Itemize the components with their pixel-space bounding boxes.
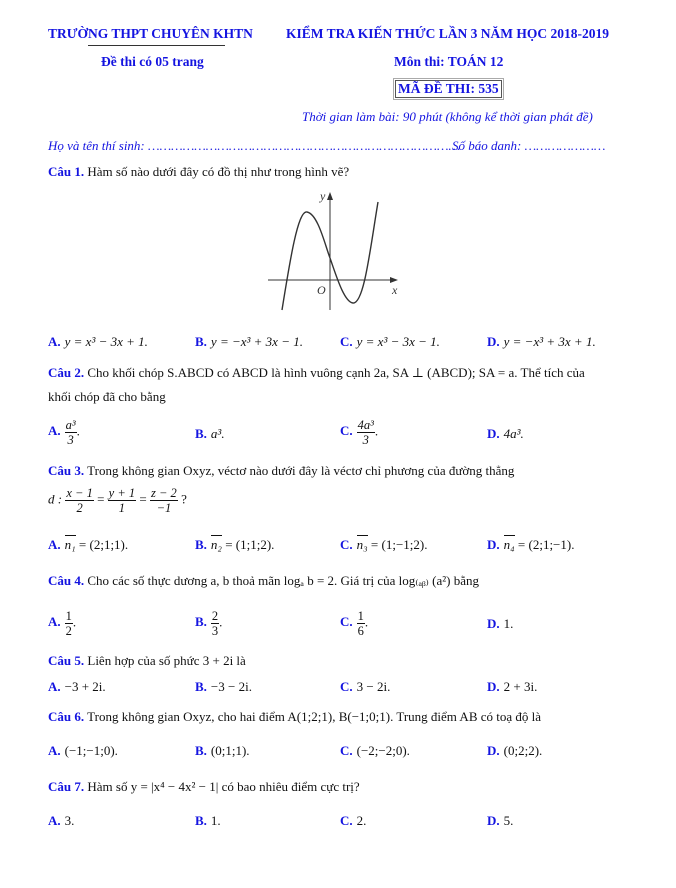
question-label: Câu 5. [48, 653, 85, 668]
question-1 [48, 164, 349, 180]
option-text: a³. [210, 426, 225, 441]
exam-code: MÃ ĐỀ THI: 535 [395, 80, 502, 98]
numerator: a³ [65, 418, 76, 432]
option-text: 3. [64, 813, 75, 828]
question-label: Câu 1. [48, 164, 85, 179]
option-a [48, 679, 106, 695]
option-text: −3 − 2i. [210, 679, 252, 694]
denominator: 3 [67, 433, 74, 447]
option-text: = (1;1;2). [221, 537, 275, 552]
option-label: C. [340, 423, 353, 439]
vector: n₄ [503, 537, 515, 552]
fraction [65, 418, 77, 447]
denominator: 1 [118, 501, 126, 515]
option-a [48, 813, 74, 829]
option-text: 5. [503, 813, 514, 828]
equals: = [139, 491, 147, 507]
time-limit: Thời gian làm bài: 90 phút (không kể thời gian phát đề) [302, 109, 593, 124]
option-text: (0;2;2). [503, 743, 543, 758]
option-d [487, 743, 542, 759]
option-label: D. [487, 813, 500, 828]
option-c [340, 537, 427, 553]
option-c [340, 334, 440, 350]
divider [88, 45, 225, 46]
option-c [340, 679, 390, 695]
punct: . [364, 614, 369, 630]
option-text: = (2;1;1). [75, 537, 129, 552]
numerator: 1 [357, 609, 364, 623]
option-text: 2. [356, 813, 367, 828]
punct: . [374, 423, 379, 439]
option-text: 1. [210, 813, 221, 828]
question-mark: ? [181, 491, 187, 507]
option-text: y = x³ − 3x − 1. [356, 334, 440, 349]
fraction [65, 486, 93, 515]
option-label: C. [340, 614, 353, 630]
option-c [340, 813, 366, 829]
option-text: (−2;−2;0). [356, 743, 410, 758]
denominator: 3 [211, 624, 219, 638]
question-text: Hàm số y = |x⁴ − 4x² − 1| có bao nhiêu điểm cực trị? [87, 779, 360, 794]
option-b [195, 609, 222, 638]
option-label: B. [195, 743, 207, 758]
numerator: z − 2 [151, 486, 177, 500]
option-label: C. [340, 813, 353, 828]
vector: n₂ [210, 537, 222, 552]
option-d [487, 679, 537, 695]
denominator: 2 [76, 501, 83, 515]
question-7 [48, 779, 360, 795]
question-text: Hàm số nào dưới đây có đồ thị như trong hình vẽ? [87, 164, 350, 179]
question-text-cont: khối chóp đã cho bằng [48, 389, 166, 404]
denominator: 3 [362, 433, 369, 447]
numerator: x − 1 [66, 486, 93, 500]
question-6 [48, 709, 541, 725]
option-label: D. [487, 537, 500, 552]
option-label: A. [48, 423, 61, 439]
option-d [487, 537, 574, 553]
option-c [340, 609, 368, 638]
fraction [211, 609, 219, 638]
option-b [195, 679, 252, 695]
equals: = [97, 491, 105, 507]
question-text: Trong không gian Oxyz, cho hai điểm A(1;2;1), B(−1;0;1). Trung điểm AB có toạ độ là [87, 709, 542, 724]
origin-label: O [317, 283, 326, 297]
option-label: A. [48, 537, 61, 552]
vector: n₃ [356, 537, 368, 552]
option-b [195, 743, 250, 759]
page-count: Đề thi có 05 trang [101, 54, 204, 69]
option-text: 3 − 2i. [356, 679, 391, 694]
vector: n₁ [64, 537, 76, 552]
punct: . [76, 423, 80, 439]
fraction [357, 609, 365, 638]
option-text: 1. [503, 616, 514, 631]
line-equation [48, 486, 187, 515]
option-text: y = −x³ + 3x − 1. [210, 334, 303, 349]
question-5 [48, 653, 246, 669]
numerator: 2 [211, 609, 219, 623]
option-text: 4a³. [503, 426, 524, 441]
fraction [108, 486, 136, 515]
x-axis-label: x [392, 283, 398, 297]
option-text: 2 + 3i. [503, 679, 538, 694]
numerator: y + 1 [108, 486, 136, 500]
option-text: = (2;1;−1). [514, 537, 575, 552]
option-text: = (1;−1;2). [367, 537, 428, 552]
y-axis-arrow-icon [327, 192, 333, 200]
option-label: C. [340, 679, 353, 694]
option-label: D. [487, 426, 500, 441]
punct: . [219, 614, 223, 630]
option-text: y = −x³ + 3x + 1. [503, 334, 596, 349]
denominator: 2 [65, 624, 72, 638]
question-label: Câu 7. [48, 779, 85, 794]
question-text: Cho khối chóp S.ABCD có ABCD là hình vuông cạnh 2a, SA ⊥ (ABCD); SA = a. Thể tích của [87, 365, 585, 380]
option-c [340, 743, 410, 759]
fraction [65, 609, 73, 638]
option-label: A. [48, 614, 61, 630]
fraction [150, 486, 178, 515]
option-label: B. [195, 679, 207, 694]
option-label: D. [487, 616, 500, 631]
question-text: Liên hợp của số phức 3 + 2i là [87, 653, 246, 668]
option-b [195, 426, 225, 442]
punct: . [72, 614, 77, 630]
option-label: A. [48, 813, 61, 828]
option-label: B. [195, 537, 207, 552]
fraction [357, 418, 375, 447]
question-label: Câu 4. [48, 573, 85, 588]
exam-title: KIỂM TRA KIẾN THỨC LẦN 3 NĂM HỌC 2018-2019 [286, 26, 610, 41]
option-b [195, 813, 221, 829]
question-label: Câu 2. [48, 365, 85, 380]
option-label: C. [340, 334, 353, 349]
option-b [195, 334, 303, 350]
option-label: B. [195, 334, 207, 349]
question-4 [48, 573, 479, 589]
school-name: TRƯỜNG THPT CHUYÊN KHTN [48, 26, 253, 41]
numerator: 1 [65, 609, 72, 623]
option-a [48, 537, 128, 553]
option-a [48, 334, 148, 350]
numerator: 4a³ [357, 418, 374, 432]
denominator: 6 [357, 624, 364, 638]
option-label: C. [340, 743, 353, 758]
question-2 [48, 365, 585, 381]
question-label: Câu 3. [48, 463, 85, 478]
denominator: −1 [156, 501, 172, 515]
option-text: −3 + 2i. [64, 679, 106, 694]
option-a [48, 609, 76, 638]
line-name: d : [48, 491, 63, 507]
question-3 [48, 463, 514, 479]
option-d [487, 813, 513, 829]
question-text: Trong không gian Oxyz, véctơ nào dưới đây là véctơ chỉ phương của đường thẳng [87, 463, 515, 478]
cubic-graph [260, 180, 410, 325]
option-d [487, 334, 596, 350]
y-axis-label: y [320, 189, 326, 203]
option-a [48, 743, 118, 759]
option-b [195, 537, 274, 553]
student-name-field: Họ và tên thí sinh: ……………………………………………………………………… [48, 138, 461, 153]
option-label: C. [340, 537, 353, 552]
option-text: (0;1;1). [210, 743, 250, 758]
option-label: B. [195, 614, 207, 630]
option-label: A. [48, 679, 61, 694]
option-text: (−1;−1;0). [64, 743, 118, 758]
option-text: y = x³ − 3x + 1. [64, 334, 148, 349]
option-label: D. [487, 743, 500, 758]
question-label: Câu 6. [48, 709, 85, 724]
option-label: D. [487, 334, 500, 349]
option-label: D. [487, 679, 500, 694]
student-id-field: Số báo danh: ………………… [452, 138, 606, 153]
option-a [48, 418, 80, 447]
option-label: A. [48, 743, 61, 758]
question-text: Cho các số thực dương a, b thoả mãn logₐ b = 2. Giá trị của log₍ₐᵦ₎ (a²) bằng [87, 573, 479, 588]
subject: Môn thi: TOÁN 12 [394, 54, 504, 69]
option-d [487, 426, 524, 442]
option-label: A. [48, 334, 61, 349]
option-c [340, 418, 378, 447]
option-d [487, 616, 513, 632]
option-label: B. [195, 426, 207, 441]
option-label: B. [195, 813, 207, 828]
